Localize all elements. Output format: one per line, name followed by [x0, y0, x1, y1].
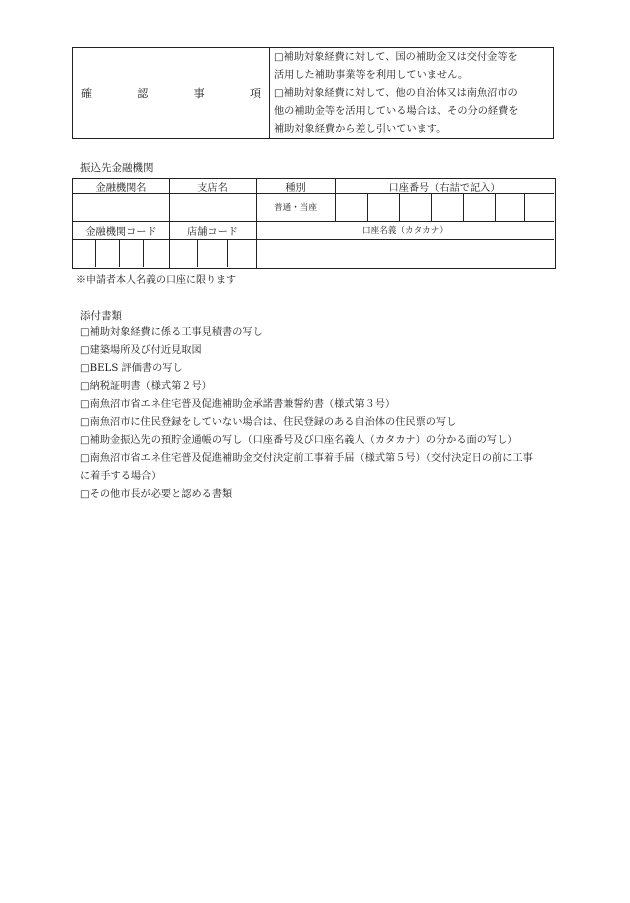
attachment-item: に着手する場合）: [80, 471, 162, 482]
account-type-value: 普通・当座: [274, 203, 317, 213]
attachment-item: □補助金振込先の預貯金通帳の写し（口座番号及び口座名義人（カタカナ）の分かる面の写し）: [80, 435, 518, 446]
label-char: 事: [193, 87, 205, 100]
attachment-item: □BELS 評価書の写し: [80, 363, 183, 374]
header-institution: 金融機関名: [95, 182, 147, 194]
digit-divider: [197, 239, 198, 267]
label-char: 認: [137, 87, 149, 100]
header-branch-code: 店舗コード: [187, 226, 238, 238]
bank-table: [72, 178, 556, 269]
digit-divider: [143, 239, 144, 267]
confirmation-label: [73, 48, 270, 138]
bank-note: ※申請者本人名義の口座に限ります: [76, 275, 236, 286]
digit-divider: [95, 239, 96, 267]
attachment-item: □南魚沼市に住民登録をしていない場合は、住民登録のある自治体の住民票の写し: [80, 417, 457, 428]
header-account-holder: 口座名義（カタカナ）: [362, 226, 448, 236]
digit-divider: [367, 193, 368, 221]
confirmation-text: [270, 48, 553, 138]
attachments-title: 添付書類: [80, 310, 122, 322]
header-type: 種別: [285, 182, 306, 194]
digit-divider: [431, 193, 432, 221]
confirmation-table: [72, 47, 554, 139]
digit-divider: [463, 193, 464, 221]
digit-divider: [399, 193, 400, 221]
confirmation-line: 活用した補助事業等を利用していません。: [274, 70, 469, 81]
confirmation-line: 補助対象経費から差し引いています。: [274, 124, 447, 135]
digit-divider: [119, 239, 120, 267]
confirmation-line: □補助対象経費に対して、国の補助金又は交付金等を: [274, 52, 518, 63]
digit-divider: [524, 193, 525, 221]
attachment-item: □南魚沼市省エネ住宅普及促進補助金承諾書兼誓約書（様式第３号）: [80, 399, 396, 410]
attachment-item: □南魚沼市省エネ住宅普及促進補助金交付決定前工事着手届（様式第５号）（交付決定日の前に工事: [80, 453, 533, 464]
digit-divider: [227, 239, 228, 267]
attachment-item: □補助対象経費に係る工事見積書の写し: [80, 327, 263, 338]
label-char: 確: [81, 87, 92, 100]
label-char: 項: [249, 87, 261, 100]
header-account-number: 口座番号（右詰で記入）: [388, 182, 501, 194]
header-branch: 支店名: [197, 182, 228, 194]
confirmation-line: □補助対象経費に対して、他の自治体又は南魚沼市の: [274, 88, 518, 99]
digit-divider: [495, 193, 496, 221]
row-divider: [73, 239, 554, 240]
confirmation-line: 他の補助金等を活用している場合は、その分の経費を: [274, 106, 519, 117]
attachment-item: □納税証明書（様式第２号）: [80, 381, 212, 392]
attachments-list: [80, 324, 533, 504]
attachment-item: □建築場所及び付近見取図: [80, 345, 202, 356]
bank-section-title: 振込先金融機関: [80, 162, 154, 174]
attachment-item: □その他市長が必要と認める書類: [80, 489, 233, 500]
header-institution-code: 金融機関コード: [85, 226, 157, 238]
